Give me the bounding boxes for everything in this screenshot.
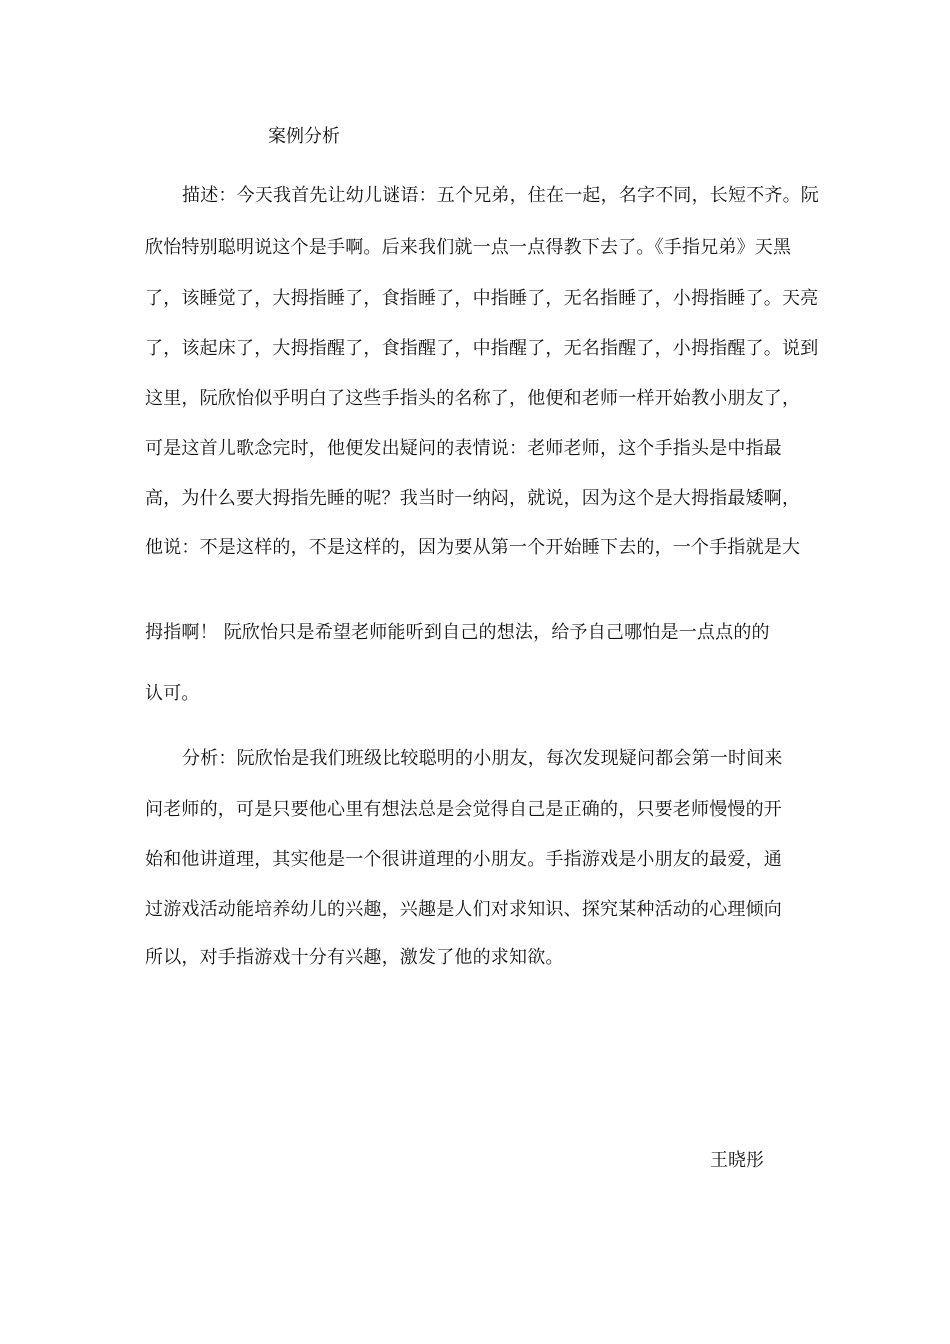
description-line: 这里，阮欣怡似乎明白了这些手指头的名称了，他便和老师一样开始教小朋友了， bbox=[145, 388, 801, 409]
description-line: 拇指啊！ 阮欣怡只是希望老师能听到自己的想法，给予自己哪怕是一点点的的 bbox=[145, 622, 770, 643]
description-line: 高，为什么要大拇指先睡的呢？我当时一纳闷，就说，因为这个是大拇指最矮啊， bbox=[145, 488, 801, 509]
analysis-line: 所以，对手指游戏十分有兴趣，激发了他的求知欲。 bbox=[145, 947, 564, 968]
author-signature: 王晓彤 bbox=[710, 1150, 764, 1171]
description-line: 了，该睡觉了，大拇指睡了，食指睡了，中指睡了，无名指睡了，小拇指睡了。天亮 bbox=[145, 288, 819, 309]
analysis-line: 分析：阮欣怡是我们班级比较聪明的小朋友，每次发现疑问都会第一时间来 bbox=[182, 748, 783, 769]
description-line: 认可。 bbox=[145, 683, 200, 704]
description-line: 了，该起床了，大拇指醒了，食指醒了，中指醒了，无名指醒了，小拇指醒了。说到 bbox=[145, 338, 819, 359]
analysis-line: 过游戏活动能培养幼儿的兴趣，兴趣是人们对求知识、探究某种活动的心理倾向 bbox=[145, 899, 782, 920]
analysis-line: 始和他讲道理，其实他是一个很讲道理的小朋友。手指游戏是小朋友的最爱，通 bbox=[145, 849, 782, 870]
document-title: 案例分析 bbox=[268, 126, 340, 147]
description-line: 他说：不是这样的，不是这样的，因为要从第一个开始睡下去的，一个手指就是大 bbox=[145, 537, 801, 558]
description-line: 欣怡特别聪明说这个是手啊。后来我们就一点一点得教下去了。《手指兄弟》天黑 bbox=[145, 237, 792, 258]
description-line: 描述：今天我首先让幼儿谜语：五个兄弟，住在一起，名字不同，长短不齐。阮 bbox=[182, 185, 819, 206]
analysis-line: 问老师的，可是只要他心里有想法总是会觉得自己是正确的，只要老师慢慢的开 bbox=[145, 799, 782, 820]
description-line: 可是这首儿歌念完时，他便发出疑问的表情说：老师老师，这个手指头是中指最 bbox=[145, 438, 782, 459]
